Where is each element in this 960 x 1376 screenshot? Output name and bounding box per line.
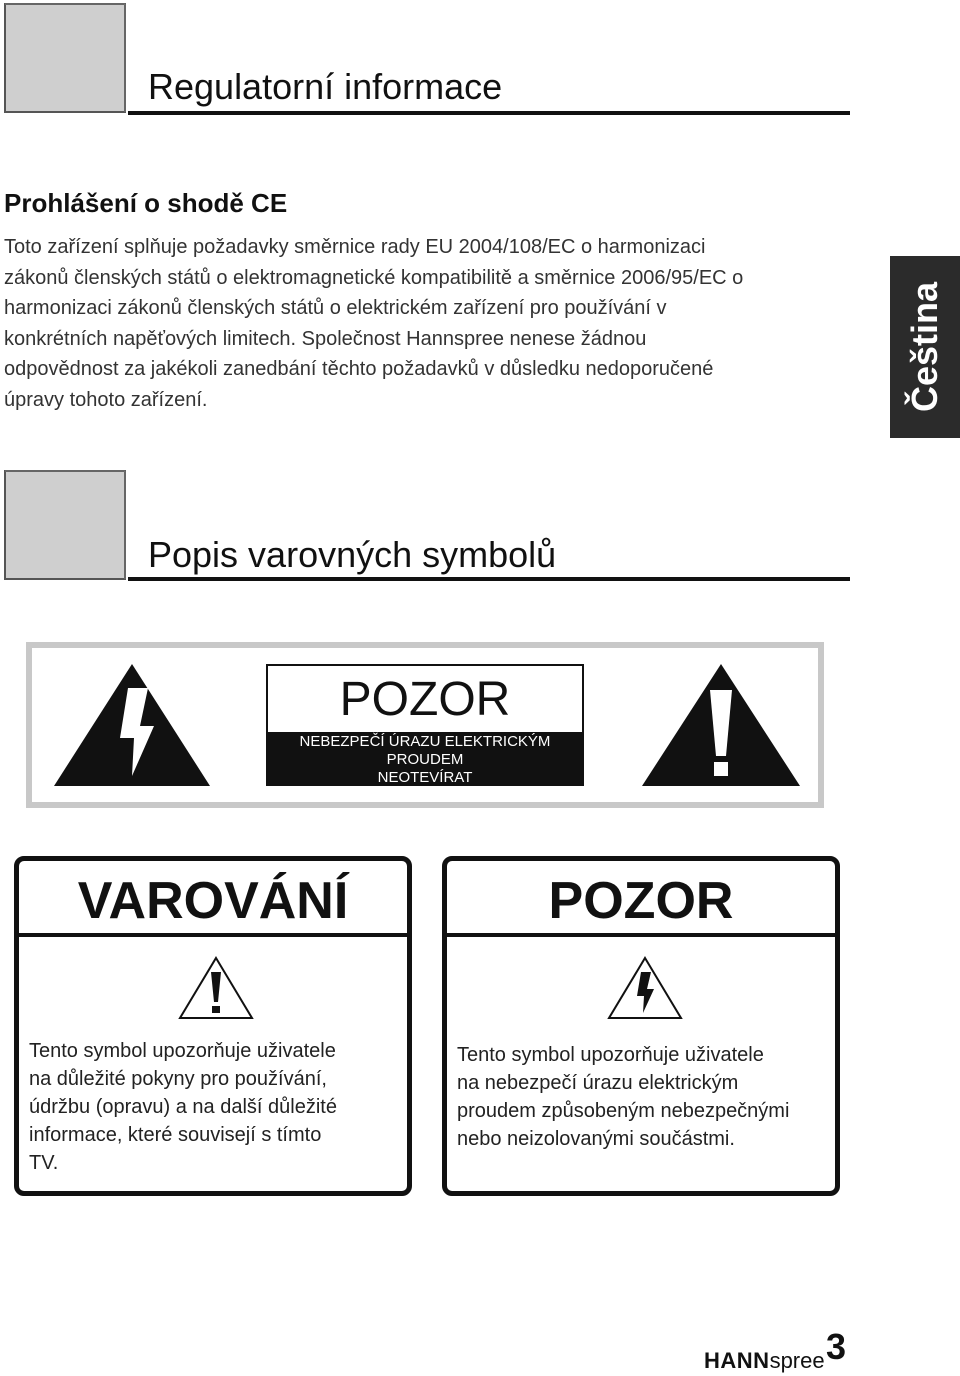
section-title-warning-symbols: Popis varovných symbolů <box>148 534 557 575</box>
page-number: 3 <box>826 1326 847 1367</box>
warning-card <box>14 856 412 1196</box>
caution-card-title: POZOR <box>548 872 734 930</box>
lightning-triangle-icon <box>52 662 212 788</box>
language-tab <box>890 256 960 438</box>
ce-line: harmonizaci zákonů členských států o elektrickém zařízení pro používání v <box>4 297 667 319</box>
ce-line: konkrétních napěťových limitech. Společnost Hannspree nenese žádnou <box>4 327 647 350</box>
caution-card <box>442 856 840 1196</box>
card-text-line: na důležité pokyny pro používání, <box>29 1068 327 1090</box>
caution-strip-line: PROUDEM <box>386 751 464 768</box>
exclamation-triangle-icon <box>178 956 254 1020</box>
card-text-line: nebo neizolovanými součástmi. <box>457 1128 735 1150</box>
exclamation-triangle-icon <box>640 662 802 788</box>
lightning-triangle-icon <box>607 956 683 1020</box>
ce-heading: Prohlášení o shodě CE <box>4 188 288 218</box>
ce-line: Toto zařízení splňuje požadavky směrnice rady EU 2004/108/EC o harmonizaci <box>4 236 706 258</box>
caution-strip-line: NEBEZPEČÍ ÚRAZU ELEKTRICKÝM <box>299 733 551 750</box>
caution-card-text <box>457 1041 789 1153</box>
card-text-line: informace, které souvisejí s tímto <box>29 1124 322 1146</box>
brand-logo <box>704 1348 825 1374</box>
section-divider <box>128 111 850 115</box>
ce-line: zákonů členských států o elektromagnetické kompatibilitě a směrnice 2006/95/EC o <box>4 266 744 289</box>
section-title-regulatory: Regulatorní informace <box>148 66 503 107</box>
card-text-line: Tento symbol upozorňuje uživatele <box>29 1040 336 1062</box>
card-divider <box>447 933 835 937</box>
caution-title: POZOR <box>339 673 511 726</box>
warning-card-text <box>29 1037 337 1177</box>
caution-box <box>266 664 584 786</box>
language-tab-label: Čeština <box>904 281 945 413</box>
brand-logo-light: spree <box>769 1348 825 1373</box>
card-text-line: údržbu (opravu) a na další důležité <box>29 1096 337 1118</box>
card-text-line: TV. <box>29 1152 59 1174</box>
section-box-icon <box>4 3 126 113</box>
caution-strip <box>268 732 582 786</box>
ce-line: odpovědnost za jakékoli zanedbání těchto požadavků v důsledku nedoporučené <box>4 358 714 380</box>
section-divider <box>128 577 850 581</box>
ce-line: úpravy tohoto zařízení. <box>4 388 208 411</box>
card-text-line: Tento symbol upozorňuje uživatele <box>457 1044 764 1066</box>
card-text-line: proudem způsobeným nebezpečnými <box>457 1100 790 1122</box>
caution-strip-line: NEOTEVÍRAT <box>377 769 473 786</box>
brand-logo-bold: HANN <box>704 1348 770 1373</box>
ce-paragraph <box>4 232 864 415</box>
card-text-line: na nebezpečí úrazu elektrickým <box>457 1072 739 1094</box>
warning-card-title: VAROVÁNÍ <box>77 872 349 930</box>
section-box-icon <box>4 470 126 580</box>
card-divider <box>19 933 407 937</box>
